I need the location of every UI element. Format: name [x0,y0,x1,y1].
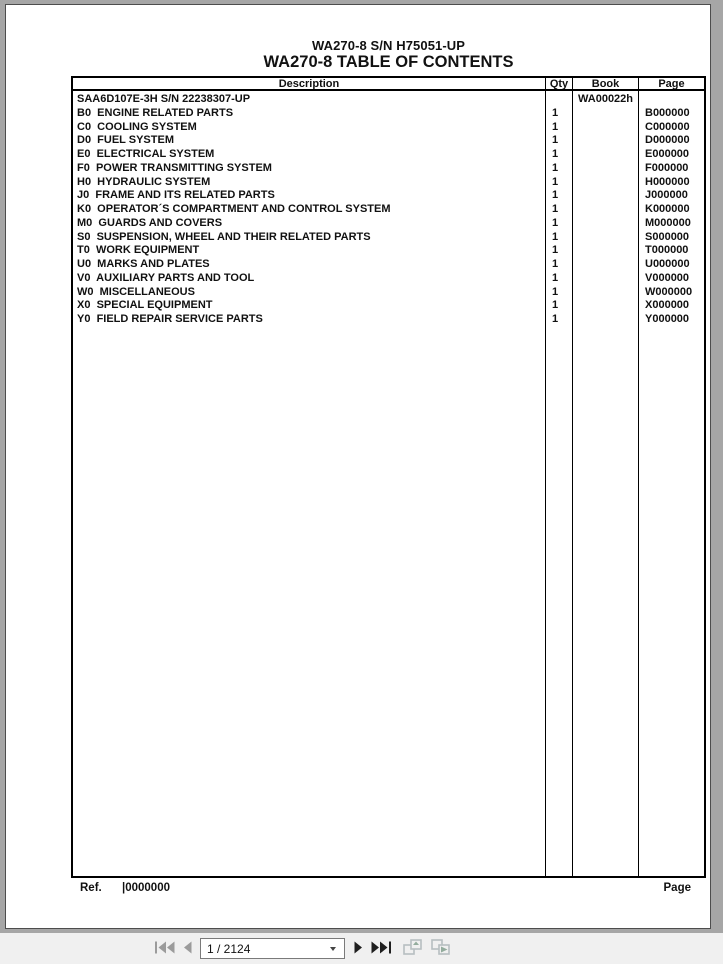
toc-cell-page: U000000 [645,258,690,270]
toc-cell-book: WA00022h [577,93,634,105]
toc-cell-page: T000000 [645,244,689,257]
toc-cell-book [573,244,638,258]
toc-cell-desc: SAA6D107E-3H S/N 22238307-UP [77,93,251,105]
document-title: WA270-8 TABLE OF CONTENTS [263,53,514,71]
toc-cell-desc: K0 OPERATOR´S COMPARTMENT AND CONTROL SYSTEM [77,203,391,215]
toc-cell-page: H000000 [645,175,690,188]
toc-cell-page: J000000 [645,189,688,202]
toc-cell-book [573,313,638,327]
toc-cell-desc: M0 GUARDS AND COVERS [77,216,223,229]
ref-value: |0000000 [122,882,170,894]
toc-cell-qty: 1 [552,258,559,270]
toc-cell-qty: 1 [552,285,559,298]
toc-cell-qty: 1 [552,106,559,119]
toc-cell-page: V000000 [645,271,690,284]
toc-cell-qty: 1 [552,203,559,215]
next-page-button[interactable] [354,941,363,957]
toc-cell-desc: E0 ELECTRICAL SYSTEM [77,148,215,160]
toc-cell-book [573,286,638,300]
toc-cell-book [573,176,638,190]
toc-cell-page: W000000 [645,285,693,298]
toc-cell-page: D000000 [645,134,690,147]
toc-cell-page: K000000 [645,203,690,215]
toc-cell-desc: D0 FUEL SYSTEM [77,134,174,147]
toc-cell-qty: 1 [552,216,559,229]
toc-cell-book [573,148,638,162]
toc-cell-desc: B0 ENGINE RELATED PARTS [77,106,234,119]
toc-cell-book [573,189,638,203]
toc-cell-book [573,162,638,176]
toc-cell-desc: S0 SUSPENSION, WHEEL AND THEIR RELATED PARTS [77,230,371,243]
last-page-icon [371,941,391,957]
toc-cell-page: X000000 [645,299,690,312]
page-indicator: 1 / 2124 [207,941,251,956]
toc-cell-desc: C0 COOLING SYSTEM [77,120,197,133]
column-header-qty: Qty [545,78,572,89]
column-description [73,91,545,876]
column-header-description: Description [278,78,340,89]
footer-page-label: Page [663,882,691,894]
toc-cell-qty: 1 [552,175,559,188]
toc-cell-book [573,107,638,121]
column-qty [545,91,572,876]
next-view-button[interactable] [431,939,450,958]
column-book [572,91,638,876]
toc-cell-page [645,93,704,107]
column-page [638,91,704,876]
toc-cell-qty: 1 [552,230,559,243]
toc-cell-qty: 1 [552,161,559,174]
toc-cell-page: M000000 [645,216,691,229]
document-subtitle: WA270-8 S/N H75051-UP [311,38,466,53]
toc-cell-qty: 1 [552,271,559,284]
column-header-book: Book [572,78,638,89]
toc-cell-qty: 1 [552,189,559,202]
toc-cell-book [573,258,638,272]
toc-cell-page: Y000000 [645,313,690,325]
column-header-page: Page [638,78,704,89]
toc-cell-page: F000000 [645,161,689,174]
toc-cell-book [573,134,638,148]
navigation-toolbar [0,933,723,964]
previous-page-button[interactable] [183,941,192,957]
toc-cell-qty [552,93,572,107]
toc-cell-qty: 1 [552,299,559,312]
page-footer [6,882,710,898]
first-page-button[interactable] [155,941,175,957]
table-of-contents [71,76,706,878]
toc-cell-desc: W0 MISCELLANEOUS [77,285,195,298]
toc-cell-page: E000000 [645,148,690,160]
toc-cell-qty: 1 [552,244,559,257]
toc-cell-qty: 1 [552,120,559,133]
toc-cell-desc: Y0 FIELD REPAIR SERVICE PARTS [77,313,263,325]
toc-cell-page: S000000 [645,230,690,243]
toc-cell-desc: U0 MARKS AND PLATES [77,258,210,270]
toc-cell-desc: T0 WORK EQUIPMENT [77,244,200,257]
chevron-down-icon [330,947,336,951]
toc-cell-qty: 1 [552,134,559,147]
toc-cell-page: B000000 [645,106,690,119]
last-page-button[interactable] [371,941,391,957]
toc-cell-book [573,272,638,286]
toc-cell-desc: H0 HYDRAULIC SYSTEM [77,175,211,188]
ref-label: Ref. [80,882,102,894]
toc-cell-book [573,231,638,245]
next-view-icon [431,939,450,958]
toc-cell-book [573,121,638,135]
table-header-row [73,78,704,91]
toc-cell-desc: X0 SPECIAL EQUIPMENT [77,299,213,312]
page-number-combobox[interactable] [200,938,345,959]
toc-cell-desc: F0 POWER TRANSMITTING SYSTEM [77,161,272,174]
toc-cell-qty: 1 [552,313,559,325]
toc-cell-qty: 1 [552,148,559,160]
next-page-icon [354,941,363,957]
toc-cell-page: C000000 [645,120,690,133]
toc-cell-desc: V0 AUXILIARY PARTS AND TOOL [77,271,255,284]
toc-cell-desc: J0 FRAME AND ITS RELATED PARTS [77,189,275,202]
previous-view-button[interactable] [403,939,422,958]
previous-page-icon [183,941,192,957]
toc-cell-book [573,203,638,217]
first-page-icon [155,941,175,957]
previous-view-icon [403,939,422,958]
document-page [5,4,711,929]
toc-cell-book [573,299,638,313]
page-navigation-controls [155,938,450,959]
table-body [73,91,704,876]
toc-cell-book [573,217,638,231]
